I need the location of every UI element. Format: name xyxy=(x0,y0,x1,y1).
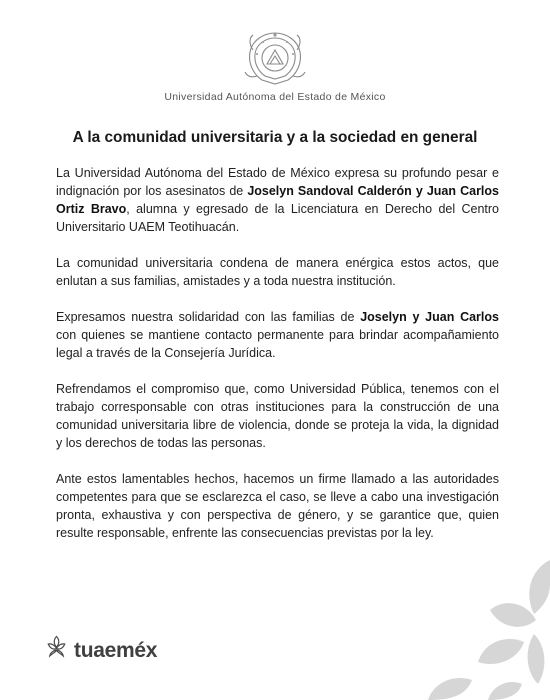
text-run: Ante estos lamentables hechos, hacemos un firme llamado a las autoridades competentes para que se esclarezca el caso, se lleve a cabo una investigación pronta, exhaustiva y con perspectiva de género, y se garantice que, quien resulte responsable, enfrente las consecuencias previstas por la ley. xyxy=(56,472,499,540)
university-name: Universidad Autónoma del Estado de México xyxy=(164,91,386,103)
paragraph xyxy=(56,164,499,236)
brand-logo: tuaeméx xyxy=(74,639,158,662)
decorative-petals-icon xyxy=(418,550,550,700)
header xyxy=(0,30,550,103)
text-run: con quienes se mantiene contacto permanente para brindar acompañamiento legal a través de la Consejería Jurídica. xyxy=(56,328,499,360)
text-run: Refrendamos el compromiso que, como Universidad Pública, tenemos con el trabajo corresponsable con otras instituciones para la construcción de una comunidad universitaria libre de violencia, donde se proteja la vida, la dignidad y los derechos de todas las personas. xyxy=(56,382,499,450)
text-run: La Universidad Autónoma del Estado de México expresa su profundo pesar e indignación por los asesinatos de xyxy=(56,166,499,198)
text-run: Expresamos nuestra solidaridad con las familias de xyxy=(56,310,361,324)
statement-body xyxy=(56,164,499,560)
text-run: La comunidad universitaria condena de manera enérgica estos actos, que enlutan a sus familias, amistades y a toda nuestra institución. xyxy=(56,256,499,288)
bold-text: Joselyn Sandoval Calderón y Juan Carlos Ortiz Bravo xyxy=(56,184,499,216)
text-run: , alumna y egresado de la Licenciatura en Derecho del Centro Universitario UAEM Teotihuacán. xyxy=(56,202,499,234)
paragraph xyxy=(56,254,499,290)
paragraph xyxy=(56,380,499,452)
flower-logo-icon xyxy=(46,632,76,668)
paragraph xyxy=(56,308,499,362)
bold-text: Joselyn y Juan Carlos xyxy=(360,310,499,324)
page-title: A la comunidad universitaria y a la sociedad en general xyxy=(72,129,478,146)
paragraph xyxy=(56,470,499,542)
university-seal-icon xyxy=(243,30,307,86)
